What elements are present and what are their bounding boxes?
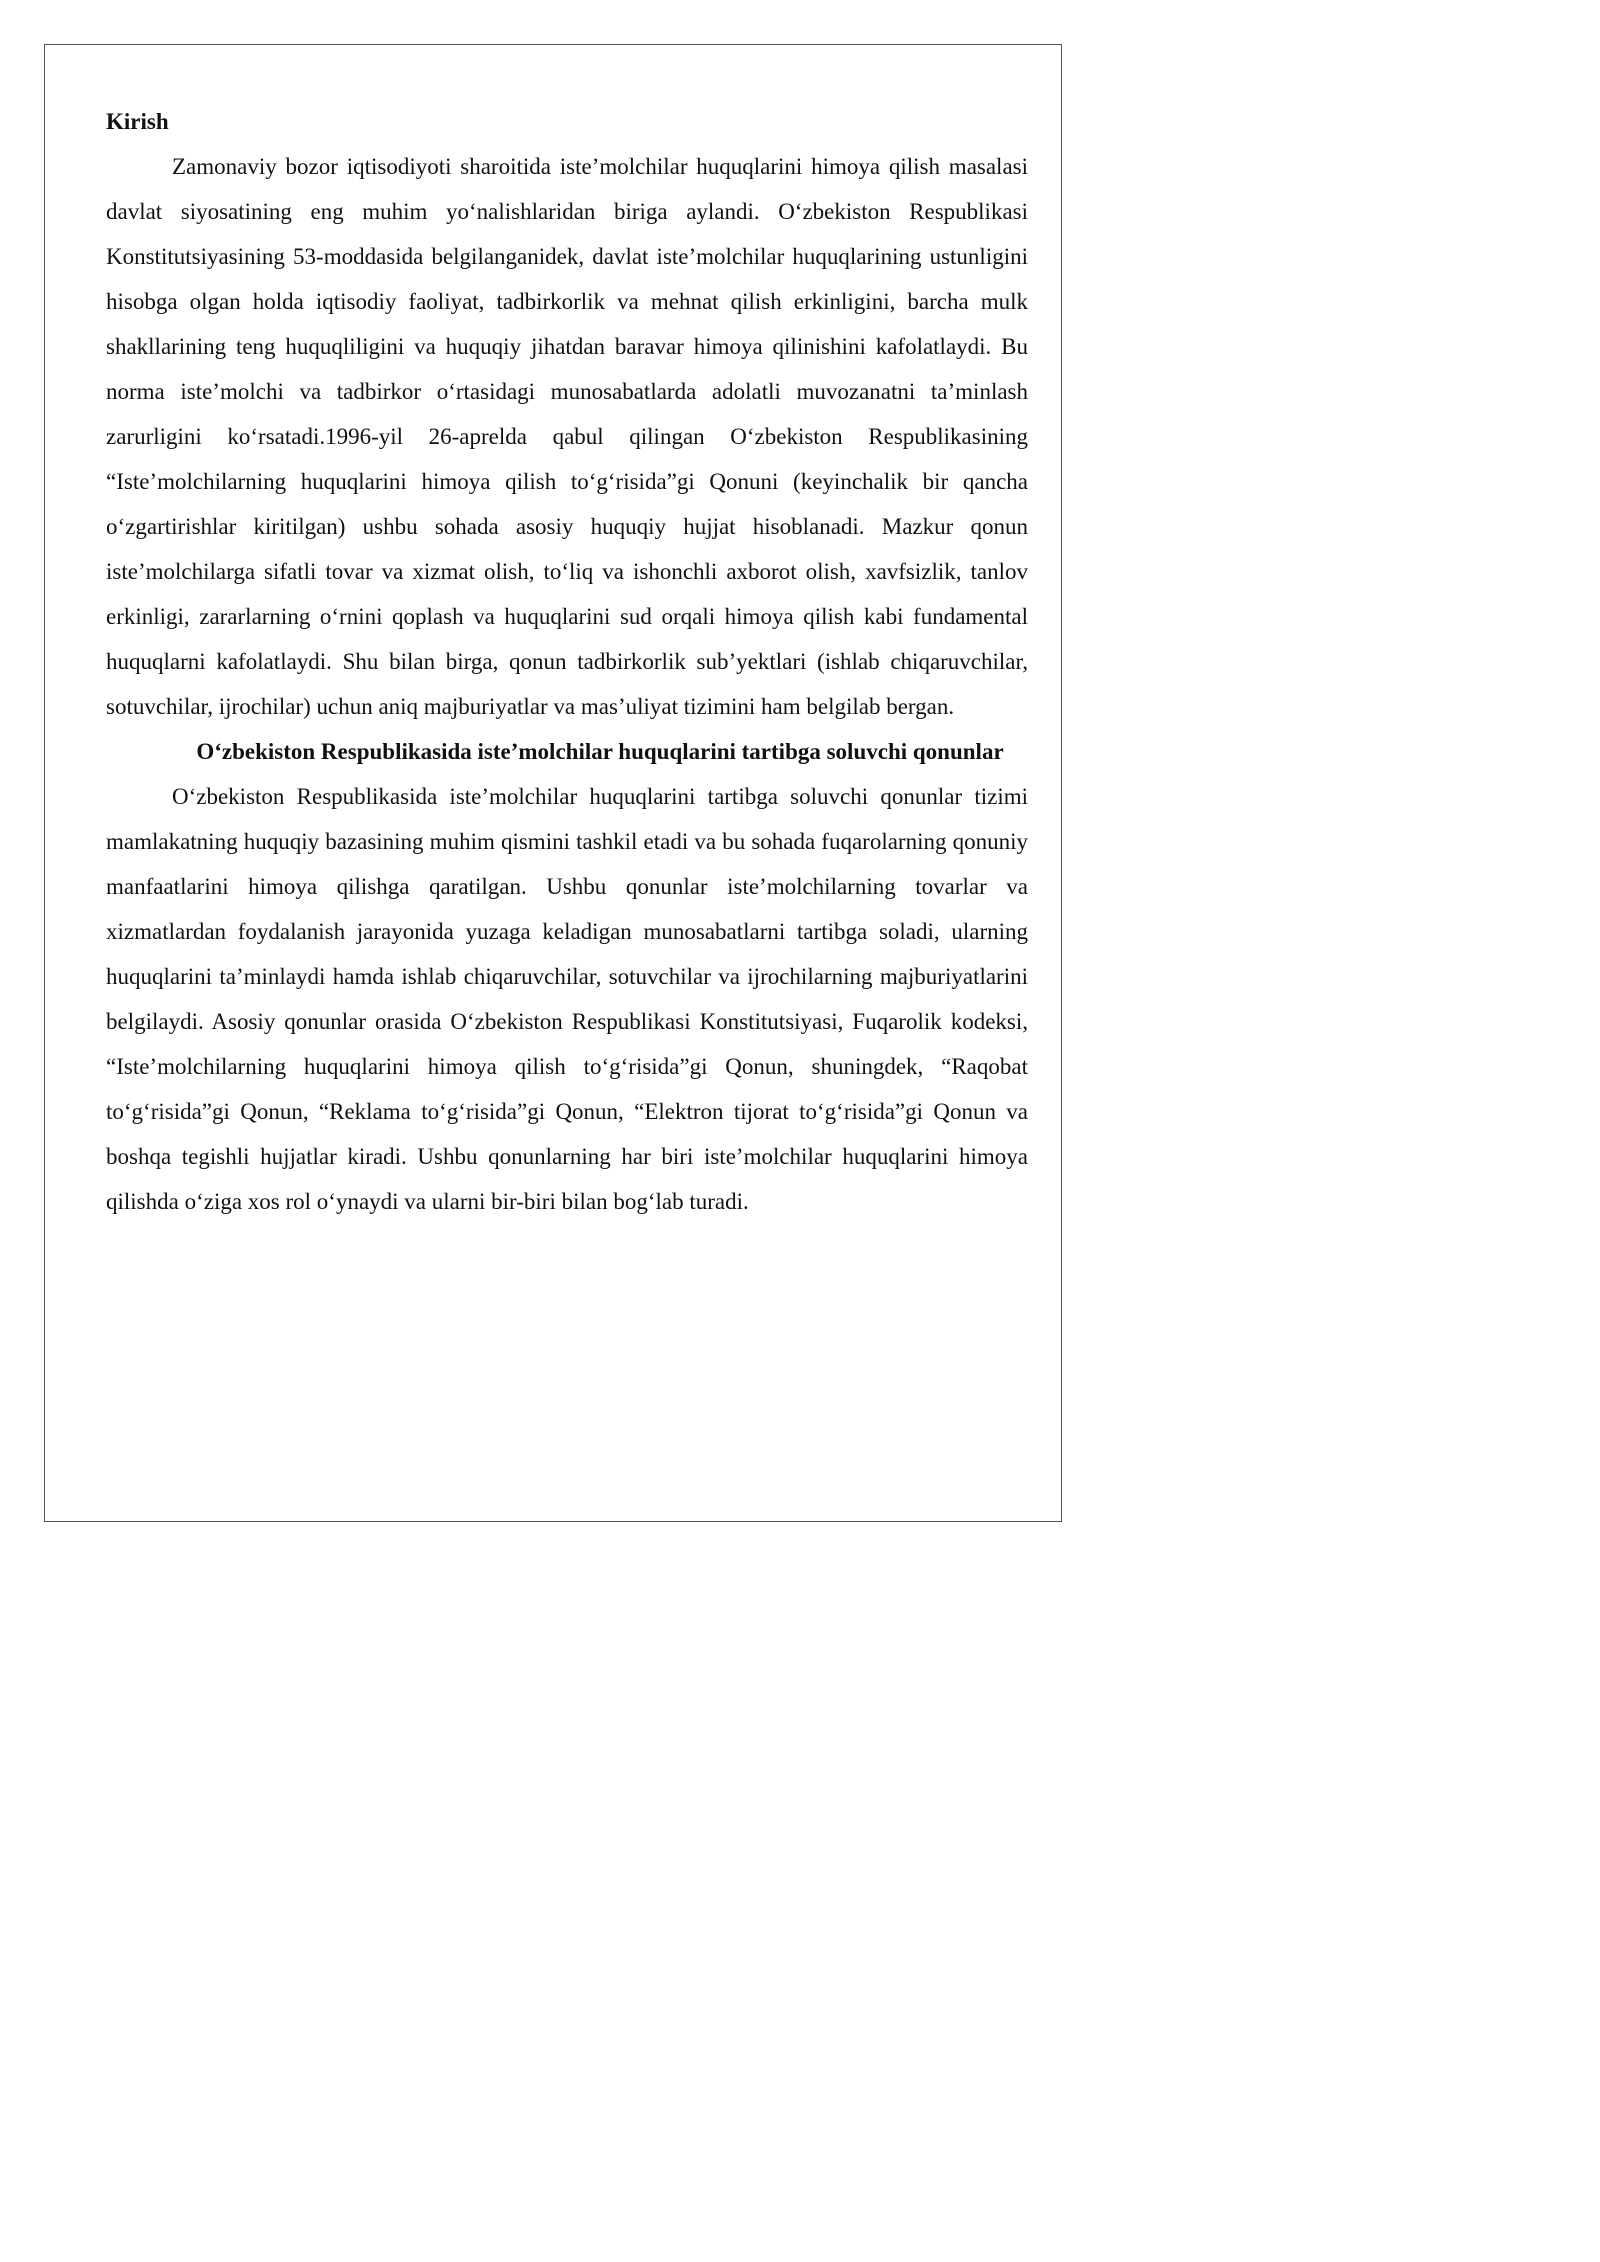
section-paragraph: O‘zbekiston Respublikasida iste’molchilar huquqlarini tartibga soluvchi qonunlar tizimi mamlakatning huquqiy bazasining muhim qismini tashkil etadi va bu sohada fuqarolarning qonuniy manfaatlarini himoya qilishga qaratilgan. Ushbu qonunlar iste’molchilarning tovarlar va xizmatlardan foydalanish jarayonida yuzaga keladigan munosabatlarni tartibga soladi, ularning huquqlarini ta’minlaydi hamda ishlab chiqaruvchilar, sotuvchilar va ijrochilarning majburiyatlarini belgilaydi. Asosiy qonunlar orasida O‘zbekiston Respublikasi Konstitutsiyasi, Fuqarolik kodeksi, “Iste’molchilarning huquqlarini himoya qilish to‘g‘risida”gi Qonun, shuningdek, “Raqobat to‘g‘risida”gi Qonun, “Reklama to‘g‘risida”gi Qonun, “Elektron tijorat to‘g‘risida”gi Qonun va boshqa tegishli hujjatlar kiradi. Ushbu qonunlarning har biri iste’molchilar huquqlarini himoya qilishda o‘ziga xos rol o‘ynaydi va ularni bir-biri bilan bog‘lab turadi.	[106, 784, 1028, 1214]
intro-paragraph: Zamonaviy bozor iqtisodiyoti sharoitida iste’molchilar huquqlarini himoya qilish masalasi davlat siyosatining eng muhim yo‘nalishlaridan biriga aylandi. O‘zbekiston Respublikasi Konstitutsiyasining 53-moddasida belgilanganidek, davlat iste’molchilar huquqlarining ustunligini hisobga olgan holda iqtisodiy faoliyat, tadbirkorlik va mehnat qilish erkinligini, barcha mulk shakllarining teng huquqliligini va huquqiy jihatdan baravar himoya qilinishini kafolatlaydi. Bu norma iste’molchi va tadbirkor o‘rtasidagi munosabatlarda adolatli muvozanatni ta’minlash zarurligini ko‘rsatadi.1996-yil 26-aprelda qabul qilingan O‘zbekiston Respublikasining “Iste’molchilarning huquqlarini himoya qilish to‘g‘risida”gi Qonuni (keyinchalik bir qancha o‘zgartirishlar kiritilgan) ushbu sohada asosiy huquqiy hujjat hisoblanadi. Mazkur qonun iste’molchilarga sifatli tovar va xizmat olish, to‘liq va ishonchli axborot olish, xavfsizlik, tanlov erkinligi, zararlarning o‘rnini qoplash va huquqlarini sud orqali himoya qilish kabi fundamental huquqlarni kafolatlaydi. Shu bilan birga, qonun tadbirkorlik sub’yektlari (ishlab chiqaruvchilar, sotuvchilar, ijrochilar) uchun aniq majburiyatlar va mas’uliyat tizimini ham belgilab bergan.	[106, 154, 1028, 719]
section-heading: O‘zbekiston Respublikasida iste’molchilar huquqlarini tartibga soluvchi qonunlar	[196, 739, 1004, 764]
intro-heading: Kirish	[106, 109, 169, 134]
document-body	[106, 99, 1028, 1224]
